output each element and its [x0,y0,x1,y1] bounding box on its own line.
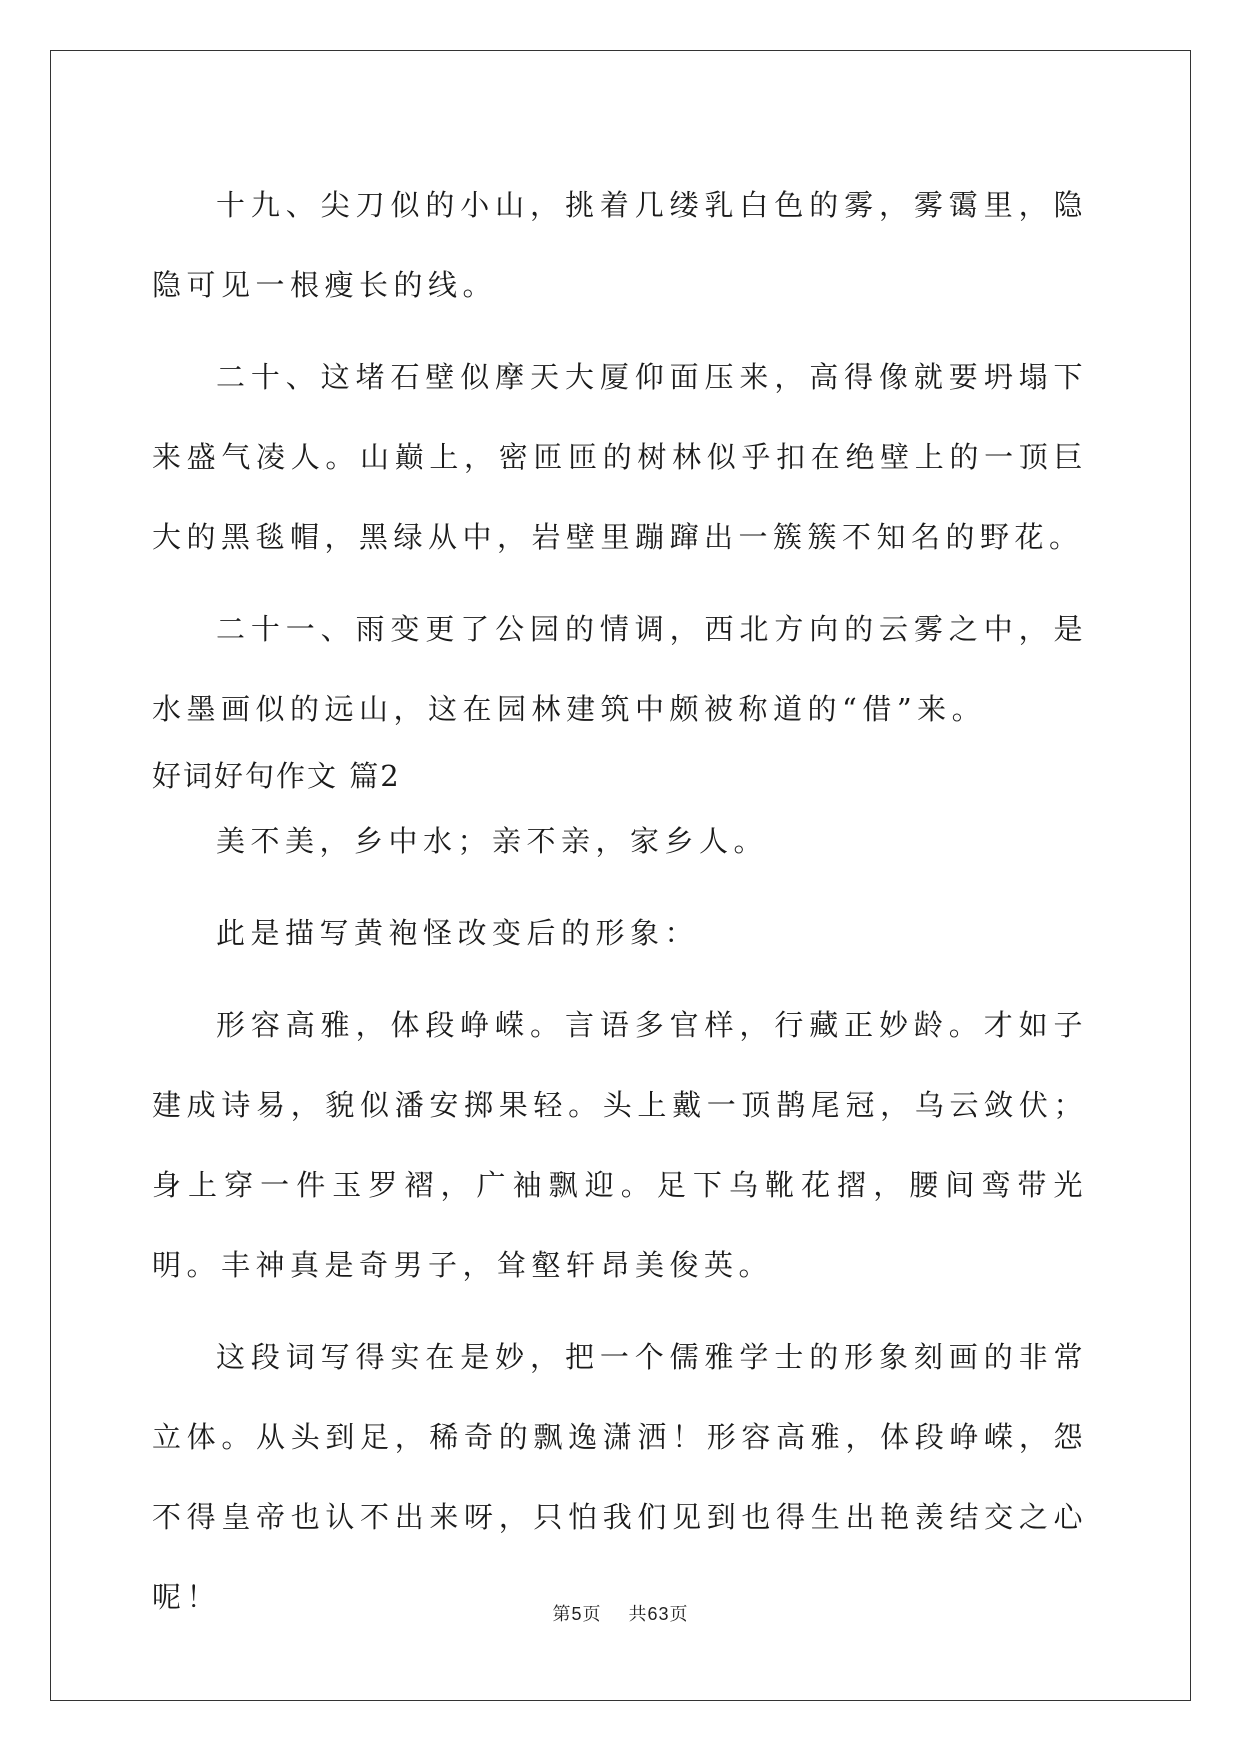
footer-total-prefix: 共 [628,1604,648,1625]
paragraph-poem: 形容高雅，体段峥嵘。言语多官样，行藏正妙龄。才如子建成诗易，貌似潘安掷果轻。头上戴一顶鹊尾冠，乌云敛伏；身上穿一件玉罗褶，广袖飘迎。足下乌靴花摺，腰间鸾带光明。丰神真是奇男子，耸壑轩昂美俊英。 [152,1008,1088,1282]
footer-prefix: 第 [552,1604,572,1625]
paragraph-proverb: 美不美，乡中水；亲不亲，家乡人。 [216,824,769,858]
paragraph-20: 二十、这堵石壁似摩天大厦仰面压来，高得像就要坍塌下来盛气凌人。山巅上，密匝匝的树林似乎扣在绝壁上的一顶巨大的黑毯帽，黑绿从中，岩壁里蹦蹿出一簇簇不知名的野花。 [152,360,1088,554]
paragraph-21: 二十一、雨变更了公园的情调，西北方向的云雾之中，是水墨画似的远山，这在园林建筑中颇被称道的“借”来。 [152,612,1088,726]
section-heading: 好词好句作文 篇2 [152,759,401,793]
footer-total-suffix: 页 [669,1604,689,1625]
page-footer [0,1600,1241,1626]
document-body [152,165,1088,1649]
paragraph-19: 十九、尖刀似的小山，挑着几缕乳白色的雾，雾霭里，隐隐可见一根瘦长的线。 [152,188,1088,302]
paragraph-intro: 此是描写黄袍怪改变后的形象： [216,916,700,950]
footer-total-pages: 63 [647,1604,670,1624]
paragraph-commentary: 这段词写得实在是妙，把一个儒雅学士的形象刻画的非常立体。从头到足，稀奇的飘逸潇洒！形容高雅，体段峥嵘，怨不得皇帝也认不出来呀，只怕我们见到也得生出艳羡结交之心呢！ [152,1340,1088,1614]
footer-page-number: 5 [571,1604,583,1624]
footer-page-suffix: 页 [582,1604,602,1625]
